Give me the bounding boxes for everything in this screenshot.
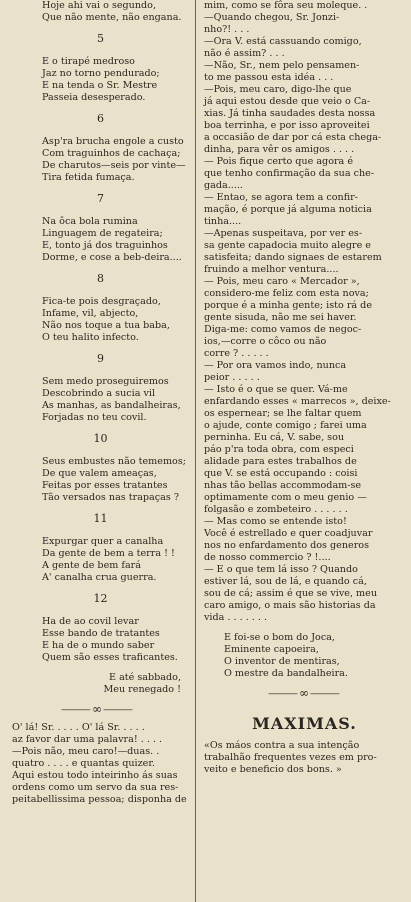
poem-line: Que não mente, não engana. [42,12,182,23]
poem-line: Infame, vil, abjecto, [42,308,139,319]
dialogue-line: — Pois, meu caro « Mercador », [204,276,360,287]
dialogue-line: peior . . . . . [204,372,260,383]
poem-line: Forjadas no teu covil. [42,412,147,423]
poem-line: A' canalha crua guerra. [42,572,157,583]
dialogue-line: az favor dar uma palavra! . . . . [12,734,163,745]
column-divider [195,0,196,902]
poem-line: As manhas, as bandalheiras, [42,400,181,411]
dialogue-line: boa terrinha, e por isso aproveitei [204,120,370,131]
dialogue-line: xias. Já tinha saudades desta nossa [204,108,376,119]
verse-line: O inventor de mentiras, [224,656,340,667]
left-column [0,0,195,902]
stanza-number: 11 [93,512,108,525]
dialogue-line: —Pois não, meu caro!—duas. . [12,746,160,757]
maxim-line: «Os máos contra a sua intenção [204,740,360,751]
dialogue-line: caro amigo, o mais são historias da [204,600,376,611]
poem [0,0,195,664]
poem-line: E na tenda o Sr. Mestre [42,80,158,91]
poem-line: Com traguinhos de cachaça; [42,148,181,159]
dialogue-line: considero-me feliz com esta nova; [204,288,369,299]
dialogue-line: enfardando esses « marrecos », deixe- [204,396,391,407]
dialogue-line: —Ora V. está cassuando comigo, [204,36,362,47]
stanza-number: 8 [97,272,104,285]
ornament-divider: ⸻∞⸻ [61,702,134,716]
poem-line: Jaz no torno pendurado; [42,68,160,79]
dialogue-line: sou de cá; assim é que se vive, meu [204,588,378,599]
dialogue-line: — Isto é o que se quer. Vá-me [204,384,348,395]
dialogue-line: —Quando chegou, Sr. Jonzi- [204,12,340,23]
poem-line: E, tonto já dos traguinhos [42,240,168,251]
dialogue-line: peitabellissima pessoa; disponha de [12,794,187,805]
dialogue-line: Diga-me: como vamos de negoc- [204,324,362,335]
dialogue-line: nho?! . . . [204,24,250,35]
poem-line: Na ôca bola rumina [42,216,138,227]
dialogue-start [0,722,195,806]
poem-line: Expurgar quer a canalha [42,536,164,547]
stanza-12 [12,592,189,664]
dialogue-line: que V. se está occupando : coisi [204,468,358,479]
signature-line: E até sabbado, [109,672,181,683]
poem-line: Hoje ahi vai o segundo, [42,0,157,11]
dialogue-line: não é assim? . . . [204,48,285,59]
stanza-11 [12,512,189,584]
ornament-divider: ⸻∞⸻ [268,686,341,700]
poem-line: E o tirapé medroso [42,56,135,67]
maxim-line: veito e beneficio dos bons. » [204,764,342,775]
dialogue-line: to me passou esta idéa . . . [204,72,334,83]
signature-line: Meu renegado ! [103,684,181,695]
dialogue-line: O' lá! Sr. . . . . O' lá Sr. . . . . [12,722,145,733]
dialogue-line: quatro . . . . e quantas quizer. [12,758,155,769]
dialogue-line: folgasão e zombeteiro . . . . . . [204,504,348,515]
stanza-5 [12,32,189,104]
poem-line: Tão versados nas trapaças ? [42,492,179,503]
dialogue-line: — Por ora vamos indo, nunca [204,360,347,371]
stanza-number: 9 [97,352,104,365]
verse-line: O mestre da bandalheira. [224,668,348,679]
stanza-7 [12,192,189,264]
maxim [198,740,411,776]
poem-line: Passeia desesperado. [42,92,146,103]
dialogue-line: vida . . . . . . . [204,612,268,623]
dialogue-line: de nosso commercio ? !.... [204,552,331,563]
stanza-10 [12,432,189,504]
poem-line: Asp'ra brucha engole a custo [42,136,184,147]
dialogue-line: mação, é porque já alguma noticia [204,204,372,215]
dialogue-line: perninha. Eu cá, V. sabe, sou [204,432,345,443]
dialogue-line: que tenho confirmação da sua che- [204,168,375,179]
dialogue-line: fruindo a melhor ventura.... [204,264,339,275]
stanza-9 [12,352,189,424]
dialogue-line: a occasião de dar por cá esta chega- [204,132,382,143]
maxim-line: trabalhão frequentes vezes em pro- [204,752,377,763]
dialogue-line: páo p'ra toda obra, com especi [204,444,354,455]
dialogue-line: — Mas como se entende isto! [204,516,347,527]
poem-line: De charutos—seis por vinte— [42,160,186,171]
poem-line: Não nos toque a tua baba, [42,320,170,331]
poem-line: Tira fetida fumaça. [42,172,135,183]
right-column [198,0,411,902]
dialogue-line: ios,—corre o côco ou não [204,336,327,347]
dialogue-line: mim, como se fôra seu moleque. . [204,0,368,11]
dialogue-line: já aqui estou desde que veio o Ca- [204,96,371,107]
dialogue-line: corre ? . . . . . [204,348,269,359]
stanza-number: 6 [97,112,104,125]
stanza-number: 7 [97,192,104,205]
dialogue-line: nhas tão bellas accommodam-se [204,480,362,491]
verse-line: E foi-se o bom do Joca, [224,632,335,643]
dialogue-line: —Apenas suspeitava, por ver es- [204,228,363,239]
stanza-8 [12,272,189,344]
dialogue-line: dinha, para vêr os amigos . . . . [204,144,355,155]
dialogue-line: os espernear; se lhe faltar quem [204,408,362,419]
dialogue-line: alidade para estes trabalhos de [204,456,357,467]
dialogue-line: estiver lá, sou de lá, e quando cá, [204,576,367,587]
stanza-number: 5 [97,32,104,45]
stanza-number: 12 [93,592,108,605]
closing-verse [198,632,411,680]
dialogue-line: gente sisuda, não me sei haver. [204,312,357,323]
dialogue-line: — Pois fique certo que agora é [204,156,354,167]
poem-line: Linguagem de regateira; [42,228,163,239]
dialogue-line: satisfeita; dando signaes de estarem [204,252,382,263]
poem-line: Dorme, e cose a beb-deira.... [42,252,182,263]
poem-line: Quem são esses traficantes. [42,652,178,663]
poem-line: Seus embustes não tememos; [42,456,186,467]
dialogue-line: Aqui estou todo inteirinho ás suas [12,770,178,781]
poem-line: De que valem ameaças, [42,468,157,479]
dialogue-line: gada..... [204,180,243,191]
poem-line: Fica-te pois desgraçado, [42,296,161,307]
dialogue-line: — E o que tem lá isso ? Quando [204,564,358,575]
dialogue-line: Você é estrellado e quer coadjuvar [204,528,373,539]
dialogue-line: —Pois, meu caro, digo-lhe que [204,84,352,95]
dialogue-line: sa gente capadocia muito alegre e [204,240,371,251]
dialogue-line: tinha.... [204,216,242,227]
dialogue-line: o ajude, conte comigo ; farei uma [204,420,367,431]
poem-line: Feitas por esses tratantes [42,480,168,491]
stanza-6 [12,112,189,184]
stanza-number: 10 [93,432,108,445]
poem-line: Sem medo proseguiremos [42,376,169,387]
poem-line: A gente de bem fará [42,560,141,571]
poem-line: Da gente de bem a terra ! ! [42,548,175,559]
poem-line: Descobrindo a sucia vil [42,388,156,399]
dialogue-continued [198,0,411,624]
dialogue-line: porque é a minha gente; isto rá de [204,300,372,311]
dialogue-line: nos no enfardamento dos generos [204,540,369,551]
poem-line: Esse bando de tratantes [42,628,160,639]
dialogue-line: optimamente com o meu genio — [204,492,367,503]
dialogue-line: — Entao, se agora tem a confir- [204,192,358,203]
poem-line: Ha de ao covil levar [42,616,139,627]
dialogue-line: —Não, Sr., nem pelo pensamen- [204,60,360,71]
poem-line: E ha de o mundo saber [42,640,155,651]
section-heading: MAXIMAS. [252,714,357,733]
dialogue-line: ordens como um servo da sua res- [12,782,179,793]
verse-line: Eminente capoeira, [224,644,319,655]
poem-line: O teu halito infecto. [42,332,139,343]
